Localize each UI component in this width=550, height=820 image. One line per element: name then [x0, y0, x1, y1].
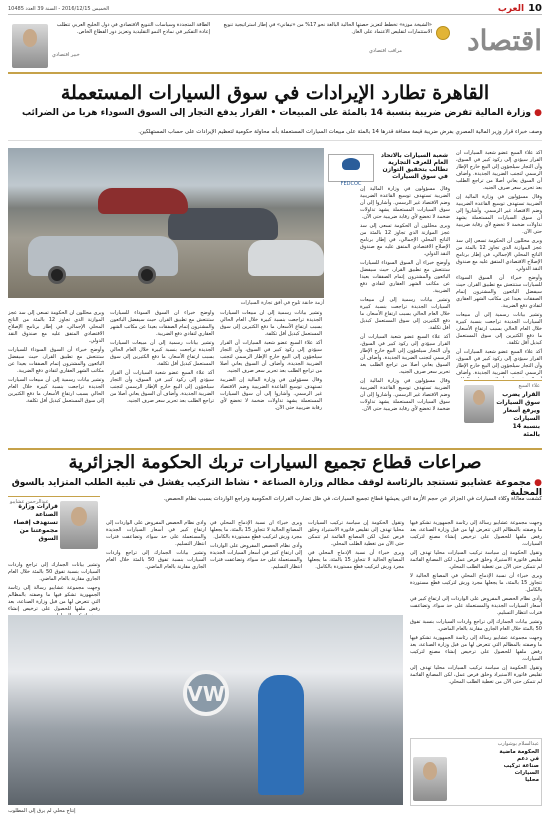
- worker-figure: [258, 675, 304, 795]
- teaser-text: «الشيخة موزة» تخطط لتعزيز حصتها الحالية البالغة نحو 17% من «تيفاني» في إطار استراتيجية تنويع الاستثمارات لتقليص الاعتماد على الغاز.: [223, 22, 432, 35]
- chamber-icon: [342, 158, 360, 170]
- story2-headline: صراعات قطاع تجميع السيارات تربك الحكومة الجزائرية: [68, 452, 482, 473]
- story2-column-d: وأدى نظام الحصص المفروض على الواردات إلى ارتفاع كبير في أسعار السيارات الجديدة والمستعملة على حد سواء، وتضاعفت فترات انتظار التسليم. وتشير بيانات الجمارك إلى تراجع واردات السيارات بنسبة تفوق 50 بالمئة خلال العام الجاري مقارنة بالعام الماضي.: [106, 520, 206, 570]
- bullet-icon: ●: [531, 108, 542, 118]
- section-bar: [8, 18, 542, 74]
- story2-deck: [8, 478, 542, 498]
- story1-side-caption: شعبة السيارات بالاتحاد العام للغرف التجارية تطالب بتحقيق التوازن في سوق السيارات: [380, 152, 448, 180]
- story1-pullquote: [464, 380, 542, 438]
- story2-pullquote: [8, 496, 100, 556]
- quote-avatar: [60, 501, 98, 549]
- story1-column-b: وقال مسؤولون في وزارة المالية إن الضريبة تستهدف توسيع القاعدة الضريبية وضم الاقتصاد غير الرسمي. وأشاروا إلى أن سوق السيارات المستعملة يشهد تداولات ضخمة لا تخضع لأي رقابة ضريبية حتى الآن. ويرى محللون أن الحكومة تسعى إلى سد عجز الموازنة الذي تجاوز 12 بالمئة من الناتج المحلي الإجمالي، في إطار برنامج الإصلاح الاقتصادي المتفق عليه مع صندوق النقد الدولي. وأوضح خبراء أن السوق السوداء للسيارات ستنتعش مع تطبيق القرار، حيث سيفضل البائعون والمشترون إتمام الصفقات بعيدا عن مكاتب الشهر العقاري لتفادي دفع الضريبة. وتشير بيانات رسمية إلى أن مبيعات السيارات الجديدة تراجعت بنسبة كبيرة خلال العام الحالي بسبب ارتفاع الأسعار، ما دفع الكثيرين إلى سوق المستعمل كبديل أقل تكلفة. أكد علاء السبع عضو شعبة السيارات أن القرار سيؤدي إلى ركود كبير في السوق، وأن التجار سيلجؤون إلى البيع خارج الإطار الرسمي لتجنب الضريبة الجديدة. وأضاف أن السوق يعاني أصلا من تراجع الطلب بعد تحرير سعر صرف الجنيه. وقال مسؤولون في وزارة المالية إن الضريبة تستهدف توسيع القاعدة الضريبية وضم الاقتصاد غير الرسمي. وأشاروا إلى أن سوق السيارات المستعملة يشهد تداولات ضخمة لا تخضع لأي رقابة ضريبية حتى الآن.: [360, 186, 450, 412]
- brand-logo: العرب: [497, 3, 525, 14]
- story2-lede: كشفت معاناة وكلاء السيارات في الجزائر عن حجم الأزمة التي يعيشها قطاع تجميع السيارات، في ظل تضارب القرارات الحكومية وتراجع الواردات بسبب نظام الحصص.: [163, 496, 542, 502]
- story2-deck-text: مجموعة عشايبو تستنجد بالرئاسة لوقف مظالم وزارة الصناعة • نشاط التركيب يفشل في تلبية الطلب المتزايد بالسوق المحلية: [11, 478, 542, 498]
- story2-column-e: وتشير بيانات الجمارك إلى تراجع واردات السيارات بنسبة تفوق 50 بالمئة خلال العام الجاري مقارنة بالعام الماضي. وجهت مجموعة عشايبو رسالة إلى رئاسة الجمهورية تشكو فيها ما وصفته بالمظالم التي تتعرض لها من قبل وزارة الصناعة، بعد رفض ملفها للحصول على ترخيص إنشاء: [8, 562, 100, 612]
- columnist-name: خبير اقتصادي: [52, 52, 80, 58]
- quote-name: علاء السبع: [518, 383, 540, 389]
- coin-icon: [436, 26, 450, 40]
- used-car-market-photo: [8, 148, 324, 298]
- story2-bottom-quote: [410, 738, 542, 806]
- story1-headline: القاهرة تطارد الإيرادات في سوق السيارات المستعملة: [60, 82, 490, 104]
- column-text: الطاقة المتجددة وسياسات التنويع الاقتصادي في دول الخليج العربي تتطلب إعادة التفكير في نماذج النمو التقليدية وتعزيز دور القطاع الخاص.: [56, 22, 210, 35]
- column-box: [8, 20, 213, 70]
- story1-column-e: وتشير بيانات رسمية إلى أن مبيعات السيارات الجديدة تراجعت بنسبة كبيرة خلال العام الحالي بسبب ارتفاع الأسعار، ما دفع الكثيرين إلى سوق المستعمل كبديل أقل تكلفة. أكد علاء السبع عضو شعبة السيارات أن القرار سيؤدي إلى ركود كبير في السوق، وأن التجار سيلجؤون إلى البيع خارج الإطار الرسمي لتجنب الضريبة الجديدة. وأضاف أن السوق يعاني أصلا من تراجع الطلب بعد تحرير سعر صرف الجنيه. وقال مسؤولون في وزارة المالية إن الضريبة تستهدف توسيع القاعدة الضريبية وضم الاقتصاد غير الرسمي. وأشاروا إلى أن سوق السيارات المستعملة يشهد تداولات ضخمة لا تخضع لأي رقابة ضريبية حتى الآن.: [220, 310, 322, 411]
- teaser-author: مراقب اقتصادي: [368, 48, 402, 54]
- story-divider: [8, 448, 542, 450]
- story1-column-d: وأوضح خبراء أن السوق السوداء للسيارات ستنتعش مع تطبيق القرار، حيث سيفضل البائعون والمشترون إتمام الصفقات بعيدا عن مكاتب الشهر العقاري لتفادي دفع الضريبة. وتشير بيانات رسمية إلى أن مبيعات السيارات الجديدة تراجعت بنسبة كبيرة خلال العام الحالي بسبب ارتفاع الأسعار، ما دفع الكثيرين إلى سوق المستعمل كبديل أقل تكلفة. أكد علاء السبع عضو شعبة السيارات أن القرار سيؤدي إلى ركود كبير في السوق، وأن التجار سيلجؤون إلى البيع خارج الإطار الرسمي لتجنب الضريبة الجديدة. وأضاف أن السوق يعاني أصلا من تراجع الطلب بعد تحرير سعر صرف الجنيه.: [110, 310, 214, 404]
- volkswagen-logo: VW: [183, 670, 229, 716]
- quote-text: الحكومة ماضية في دعم صناعة تركيب السيارات محليا: [499, 749, 539, 783]
- fedcoc-logo: [328, 154, 374, 187]
- story1-lede: وصف خبراء قرار وزير المالية المصري بفرض ضريبة قيمة مضافة قدرها 14 بالمئة على مبيعات السيارات المستعملة بأنه محاولة حكومية لتعظيم الإيرادات على حساب المستهلكين.: [8, 129, 542, 141]
- dateline: الخميس 2016/12/15 - السنة 39 العدد 10485: [8, 5, 110, 12]
- quote-name: عبدالسلام بوشوارب: [497, 741, 539, 747]
- quote-name: عبدالرحمن عشايبو: [10, 499, 49, 505]
- story1-deck: [8, 108, 542, 118]
- bullet-icon: ●: [531, 478, 542, 488]
- page-number: 10: [528, 3, 542, 14]
- story1-column-a: أكد علاء السبع عضو شعبة السيارات أن القرار سيؤدي إلى ركود كبير في السوق، وأن التجار سيلجؤون إلى البيع خارج الإطار الرسمي لتجنب الضريبة الجديدة. وأضاف أن السوق يعاني أصلا من تراجع الطلب بعد تحرير سعر صرف الجنيه. وقال مسؤولون في وزارة المالية إن الضريبة تستهدف توسيع القاعدة الضريبية وضم الاقتصاد غير الرسمي. وأشاروا إلى أن سوق السيارات المستعملة يشهد تداولات ضخمة لا تخضع لأي رقابة ضريبية حتى الآن. ويرى محللون أن الحكومة تسعى إلى سد عجز الموازنة الذي تجاوز 12 بالمئة من الناتج المحلي الإجمالي، في إطار برنامج الإصلاح الاقتصادي المتفق عليه مع صندوق النقد الدولي. وأوضح خبراء أن السوق السوداء للسيارات ستنتعش مع تطبيق القرار، حيث سيفضل البائعون والمشترون إتمام الصفقات بعيدا عن مكاتب الشهر العقاري لتفادي دفع الضريبة. وتشير بيانات رسمية إلى أن مبيعات السيارات الجديدة تراجعت بنسبة كبيرة خلال العام الحالي بسبب ارتفاع الأسعار، ما دفع الكثيرين إلى سوق المستعمل كبديل أقل تكلفة. أكد علاء السبع عضو شعبة السيارات أن القرار سيؤدي إلى ركود كبير في السوق، وأن التجار سيلجؤون إلى البيع خارج الإطار الرسمي لتجنب الضريبة الجديدة. وأضاف: [456, 150, 542, 376]
- story1-deck-text: وزارة المالية تفرض ضريبة بنسبة 14 بالمئة على المبيعات • القرار يدفع التجار إلى السوق السوداء هربا من الضرائب: [22, 108, 531, 118]
- story1-photo-caption: أزمة خانقة تلوح في أفق تجارة السيارات: [240, 300, 324, 306]
- masthead: [8, 3, 542, 15]
- story2-column-c: ويرى خبراء أن نسبة الإدماج المحلي في المصانع الحالية لا تتجاوز 15 بالمئة، ما يجعلها مجرد ورش لتركيب قطع مستوردة بالكامل. وأدى نظام الحصص المفروض على الواردات إلى ارتفاع كبير في أسعار السيارات الجديدة والمستعملة على حد سواء، وتضاعفت فترات انتظار التسليم.: [210, 520, 302, 570]
- logo-label: FEDCOC: [340, 181, 362, 187]
- story2-column-b: وتقول الحكومة إن سياسة تركيب السيارات محليا تهدف إلى تقليص فاتورة الاستيراد وخلق فرص عمل، لكن المصانع القائمة لم تتمكن حتى الآن من تغطية الطلب المحلي. ويرى خبراء أن نسبة الإدماج المحلي في المصانع الحالية لا تتجاوز 15 بالمئة، ما يجعلها مجرد ورش لتركيب قطع مستوردة بالكامل.: [308, 520, 404, 570]
- quote-avatar: [413, 757, 447, 801]
- car-assembly-photo: [8, 615, 403, 805]
- story2-photo-caption: إنتاج محلي لم يرق إلى المطلوب: [8, 808, 76, 814]
- quote-text: القرار يضرب سوق السيارات ويرفع أسعار السيارات بنسبة 14 بالمئة: [496, 391, 540, 438]
- quote-text: قرارات وزارة الصناعة تستهدف إقصاء مجموعتنا من السوق: [13, 503, 58, 542]
- columnist-avatar: [12, 24, 48, 68]
- story2-column-a: وجهت مجموعة عشايبو رسالة إلى رئاسة الجمهورية تشكو فيها ما وصفته بالمظالم التي تتعرض لها من قبل وزارة الصناعة، بعد رفض ملفها للحصول على ترخيص إنشاء مصنع لتركيب السيارات. وتقول الحكومة إن سياسة تركيب السيارات محليا تهدف إلى تقليص فاتورة الاستيراد وخلق فرص عمل، لكن المصانع القائمة لم تتمكن حتى الآن من تغطية الطلب المحلي. ويرى خبراء أن نسبة الإدماج المحلي في المصانع الحالية لا تتجاوز 15 بالمئة، ما يجعلها مجرد ورش لتركيب قطع مستوردة بالكامل. وأدى نظام الحصص المفروض على الواردات إلى ارتفاع كبير في أسعار السيارات الجديدة والمستعملة على حد سواء، وتضاعفت فترات انتظار التسليم. وتشير بيانات الجمارك إلى تراجع واردات السيارات بنسبة تفوق 50 بالمئة خلال العام الجاري مقارنة بالعام الماضي. وجهت مجموعة عشايبو رسالة إلى رئاسة الجمهورية تشكو فيها ما وصفته بالمظالم التي تتعرض لها من قبل وزارة الصناعة، بعد رفض ملفها للحصول على ترخيص إنشاء مصنع لتركيب السيارات. وتقول الحكومة إن سياسة تركيب السيارات محليا تهدف إلى تقليص فاتورة الاستيراد وخلق فرص عمل، لكن المصانع القائمة لم تتمكن حتى الآن من تغطية الطلب المحلي.: [410, 520, 542, 685]
- section-title: اقتصاد: [467, 24, 542, 57]
- quote-avatar: [464, 385, 494, 423]
- story1-column-c: ويرى محللون أن الحكومة تسعى إلى سد عجز الموازنة الذي تجاوز 12 بالمئة من الناتج المحلي الإجمالي، في إطار برنامج الإصلاح الاقتصادي المتفق عليه مع صندوق النقد الدولي. وأوضح خبراء أن السوق السوداء للسيارات ستنتعش مع تطبيق القرار، حيث سيفضل البائعون والمشترون إتمام الصفقات بعيدا عن مكاتب الشهر العقاري لتفادي دفع الضريبة. وتشير بيانات رسمية إلى أن مبيعات السيارات الجديدة تراجعت بنسبة كبيرة خلال العام الحالي بسبب ارتفاع الأسعار، ما دفع الكثيرين إلى سوق المستعمل كبديل أقل تكلفة.: [8, 310, 104, 404]
